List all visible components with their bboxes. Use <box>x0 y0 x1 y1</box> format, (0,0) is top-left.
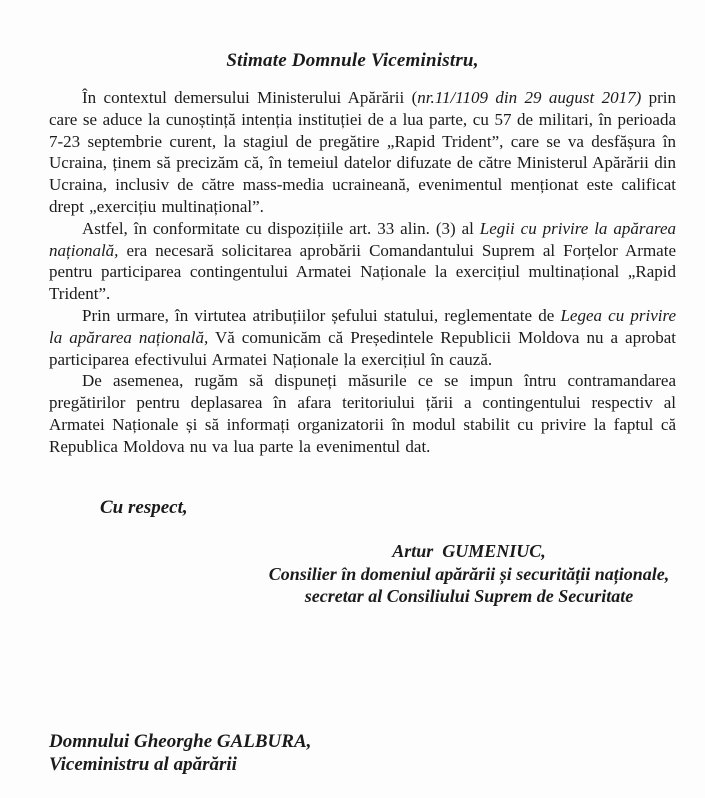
recipient-name: Domnului Gheorghe GALBURA, <box>49 731 312 752</box>
paragraph-request: De asemenea, rugăm să dispuneți măsurile ce se impun întru contramandarea pregătirilor pentru deplasarea în afara teritoriului țării a contingentului respectiv al Armatei Naționale și să informați organizatorii în modul stabilit cu privire la faptul că Republica Moldova nu va lua parte la evenimentul dat. <box>49 371 676 456</box>
paragraph-decision: Prin urmare, în virtutea atribuțiilor șefului statului, reglementate de Legea cu privire la apărarea națională, Vă comunicăm că Președintele Republicii Moldova nu a aprobat participarea efectivului Armatei Naționale la exercițiul în cauză. <box>49 305 676 369</box>
recipient-block <box>49 730 311 776</box>
signature-name: Artur GUMENIUC, <box>392 541 546 561</box>
letter-body <box>49 87 676 458</box>
signature-title-line-2: secretar al Consiliului Suprem de Securitate <box>304 586 634 606</box>
closing-salutation: Cu respect, <box>100 497 188 518</box>
signature-block <box>250 540 688 608</box>
recipient-title: Viceministru al apărării <box>49 754 237 775</box>
salutation: Stimate Domnule Viceministru, <box>226 50 479 71</box>
paragraph-legal-basis: Astfel, în conformitate cu dispozițiile art. 33 alin. (3) al Legii cu privire la apărarea națională, era necesară solicitarea aprobării Comandantului Suprem al Forțelor Armate pentru participarea contingentului Armatei Naționale la exercițiul multinațional „Rapid Trident”. <box>49 218 676 304</box>
signature-title-line-1: Consilier în domeniul apărării și securității naționale, <box>268 563 670 584</box>
paragraph-context: În contextul demersului Ministerului Apărării (nr.11/1109 din 29 august 2017) prin care se aduce la cunoștință intenția instituției de a lua parte, cu 57 de militari, în perioada 7-23 septembrie curent, la stagiul de pregătire „Rapid Trident”, care se va desfășura în Ucraina, ținem să precizăm că, în temeiul datelor difuzate de către Ministerul Apărării din Ucraina, inclusiv de către mass-media ucraineană, evenimentul menționat este calificat drept „exercițiu multinațional”. <box>49 88 677 216</box>
